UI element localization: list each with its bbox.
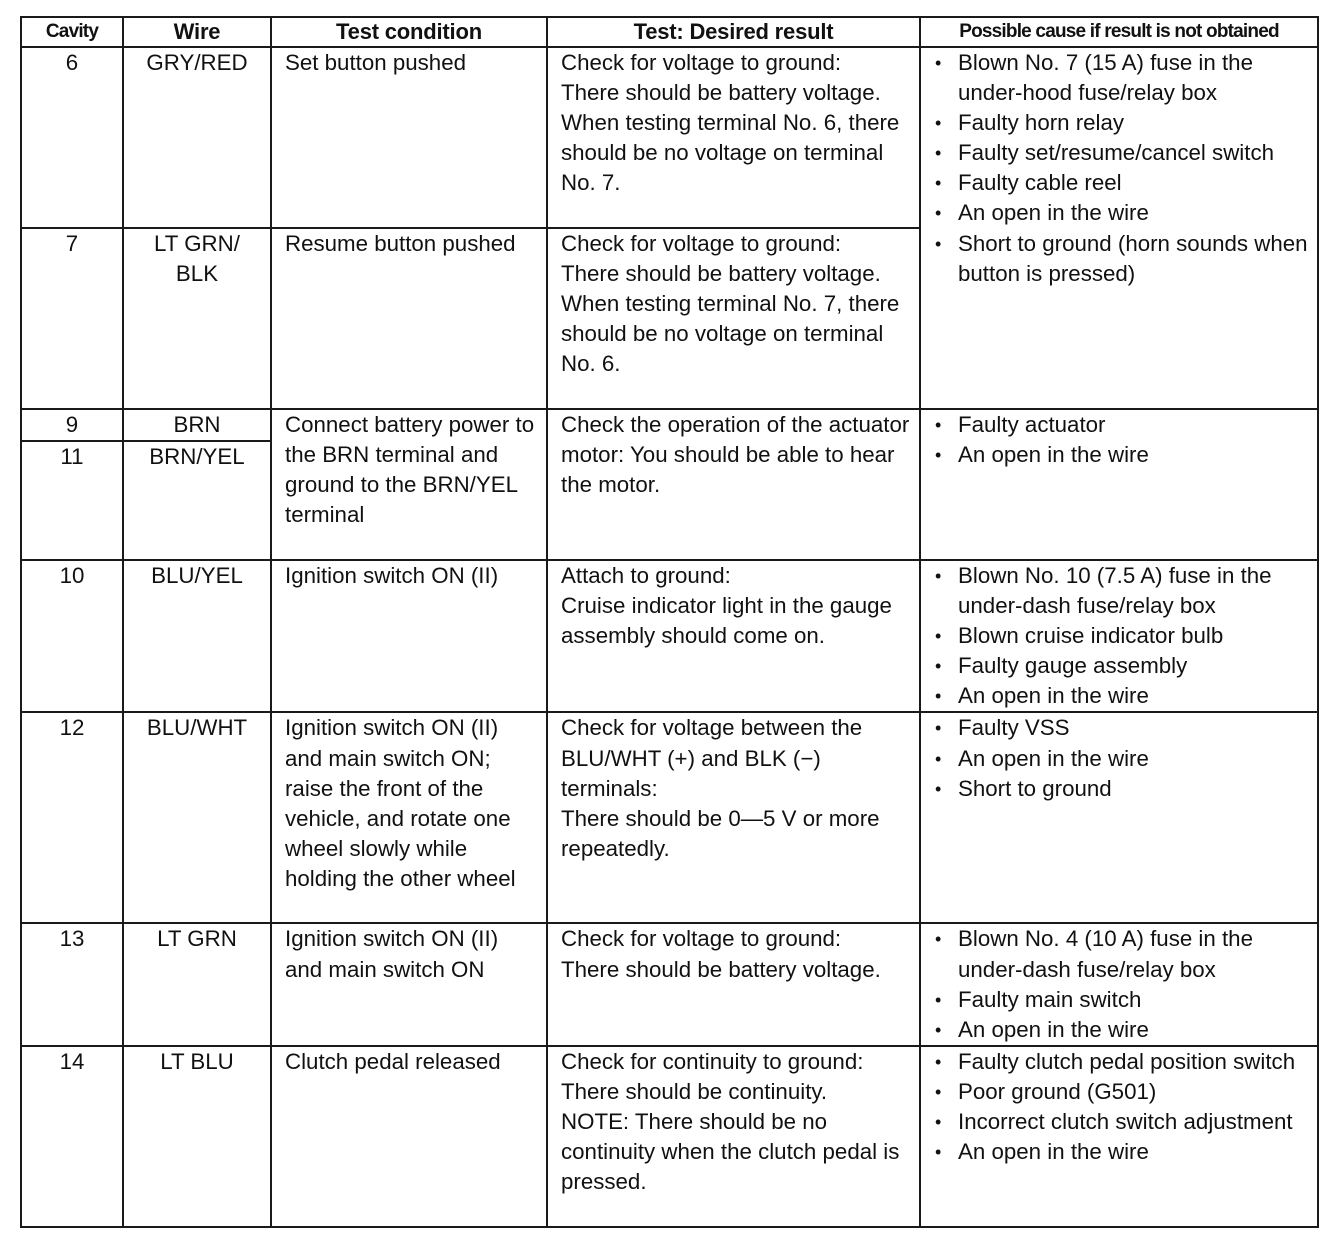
- table-row: [21, 560, 1318, 712]
- result-text: Check for continuity to ground:: [561, 1048, 864, 1074]
- possible-cause-cell: [920, 47, 1318, 409]
- result-text: There should be battery voltage.: [561, 261, 881, 287]
- result-text: When testing terminal No. 7, there should be no voltage on terminal No. 6.: [561, 291, 900, 377]
- cause-item: • Faulty main switch: [931, 985, 1311, 1015]
- possible-cause-cell: [920, 923, 1318, 1045]
- table-row: [21, 923, 1318, 1045]
- cause-list: [921, 924, 1317, 1044]
- cause-item: • Faulty actuator: [931, 410, 1311, 440]
- cause-item: • Faulty set/resume/cancel switch: [931, 138, 1311, 168]
- cause-list: [921, 410, 1317, 470]
- cause-list: [921, 561, 1317, 711]
- wire-color: BRN/YEL: [149, 444, 245, 470]
- wire-color: BLU/WHT: [146, 715, 248, 741]
- desired-result-cell: [547, 228, 920, 409]
- troubleshooting-table-wrapper: [20, 16, 1317, 1228]
- cause-item: • Faulty cable reel: [931, 168, 1311, 198]
- test-condition-cell: Ignition switch ON (II) and main switch ON; raise the front of the vehicle, and rotate one wheel slowly while holding the other wheel: [271, 712, 547, 923]
- result-text: There should be battery voltage.: [561, 956, 881, 982]
- cause-list: [921, 713, 1317, 803]
- wire-cell: [123, 409, 271, 560]
- header-wire: Wire: [123, 17, 271, 47]
- header-desired-result: Test: Desired result: [547, 17, 920, 47]
- header-test-condition: Test condition: [271, 17, 547, 47]
- cause-item: • An open in the wire: [931, 681, 1311, 711]
- cause-item: • Faulty clutch pedal position switch: [931, 1047, 1311, 1077]
- result-text: There should be continuity.: [561, 1078, 828, 1104]
- result-text: Check the operation of the actuator motor: You should be able to hear the motor.: [561, 412, 910, 498]
- table-row: [21, 409, 1318, 560]
- possible-cause-cell: [920, 560, 1318, 712]
- cause-item: • Blown No. 4 (10 A) fuse in the under-dash fuse/relay box: [931, 924, 1311, 984]
- cause-item: • An open in the wire: [931, 440, 1311, 470]
- desired-result-cell: [547, 409, 920, 560]
- cavity-number: 13: [59, 926, 85, 952]
- cavity-cell: [21, 712, 123, 923]
- cause-item: • Faulty horn relay: [931, 108, 1311, 138]
- desired-result-cell: [547, 47, 920, 228]
- test-condition-cell: Ignition switch ON (II) and main switch ON: [271, 923, 547, 1045]
- wire-cell: [123, 228, 271, 409]
- result-text: Check for voltage to ground:: [561, 926, 842, 952]
- result-text: Cruise indicator light in the gauge assembly should come on.: [561, 593, 892, 649]
- wire-cell: [123, 560, 271, 712]
- possible-cause-cell: [920, 1046, 1318, 1227]
- table-row: [21, 1046, 1318, 1227]
- desired-result-cell: [547, 560, 920, 712]
- test-condition-cell: Resume button pushed: [271, 228, 547, 409]
- cavity-number: 10: [59, 563, 85, 588]
- possible-cause-cell: [920, 409, 1318, 560]
- table-row: [21, 47, 1318, 228]
- wire-cell: [123, 923, 271, 1045]
- result-text: There should be battery voltage.: [561, 80, 881, 106]
- wire-cell: [123, 712, 271, 923]
- wire-color: LT GRN: [157, 926, 237, 952]
- cavity-cell: [21, 923, 123, 1045]
- result-text: Check for voltage between the BLU/WHT (+) and BLK (−) terminals:: [561, 715, 863, 801]
- cause-item: • An open in the wire: [931, 744, 1311, 774]
- cause-list: [921, 48, 1317, 289]
- cause-item: • Poor ground (G501): [931, 1077, 1311, 1107]
- wire-color: BLU/YEL: [151, 563, 243, 588]
- wire-color: LT GRN/: [154, 231, 240, 256]
- cause-item: • Short to ground: [931, 774, 1311, 804]
- cavity-cell: [21, 228, 123, 409]
- desired-result-cell: [547, 1046, 920, 1227]
- cavity-number: 6: [65, 50, 79, 75]
- wire-cell: [123, 1046, 271, 1227]
- possible-cause-cell: [920, 712, 1318, 923]
- cause-item: • Short to ground (horn sounds when button is pressed): [931, 229, 1311, 289]
- wire-cell: [123, 47, 271, 228]
- test-condition-cell: Clutch pedal released: [271, 1046, 547, 1227]
- cause-item: • Blown No. 10 (7.5 A) fuse in the under-dash fuse/relay box: [931, 561, 1311, 621]
- wire-color: GRY/RED: [146, 50, 248, 75]
- cause-item: • An open in the wire: [931, 1015, 1311, 1045]
- cause-item: • An open in the wire: [931, 198, 1311, 228]
- cavity-number: 11: [60, 444, 84, 470]
- wire-color: LT BLU: [160, 1048, 234, 1074]
- cause-item: • Incorrect clutch switch adjustment: [931, 1107, 1311, 1137]
- cause-list: [921, 1047, 1317, 1167]
- header-cavity: Cavity: [21, 17, 123, 47]
- result-text: Check for voltage to ground:: [561, 231, 842, 256]
- header-row: [21, 17, 1318, 47]
- result-text: There should be 0—5 V or more repeatedly.: [561, 805, 880, 861]
- cause-item: • Faulty gauge assembly: [931, 651, 1311, 681]
- wire-color: BLK: [175, 261, 219, 287]
- cruise-control-input-test-table: [20, 16, 1319, 1228]
- wire-color: BRN: [124, 410, 270, 442]
- cavity-number: 9: [22, 410, 122, 442]
- result-text: NOTE: There should be no continuity when the clutch pedal is pressed.: [561, 1109, 900, 1195]
- cause-item: • Blown No. 7 (15 A) fuse in the under-hood fuse/relay box: [931, 48, 1311, 108]
- test-condition-cell: Set button pushed: [271, 47, 547, 228]
- desired-result-cell: [547, 712, 920, 923]
- cavity-number: 14: [59, 1048, 85, 1074]
- test-condition-cell: Ignition switch ON (II): [271, 560, 547, 712]
- cavity-cell: [21, 47, 123, 228]
- result-text: Attach to ground:: [561, 563, 731, 588]
- cause-item: • Faulty VSS: [931, 713, 1311, 743]
- cause-item: • An open in the wire: [931, 1137, 1311, 1167]
- cavity-cell: [21, 409, 123, 560]
- test-condition-cell: Connect battery power to the BRN terminal and ground to the BRN/YEL terminal: [271, 409, 547, 560]
- cavity-number: 7: [65, 231, 79, 256]
- result-text: When testing terminal No. 6, there should be no voltage on terminal No. 7.: [561, 110, 900, 196]
- header-possible-cause: Possible cause if result is not obtained: [920, 17, 1318, 47]
- desired-result-cell: [547, 923, 920, 1045]
- result-text: Check for voltage to ground:: [561, 50, 842, 75]
- cavity-cell: [21, 560, 123, 712]
- cause-item: • Blown cruise indicator bulb: [931, 621, 1311, 651]
- cavity-cell: [21, 1046, 123, 1227]
- table-row: [21, 712, 1318, 923]
- cavity-number: 12: [59, 715, 85, 741]
